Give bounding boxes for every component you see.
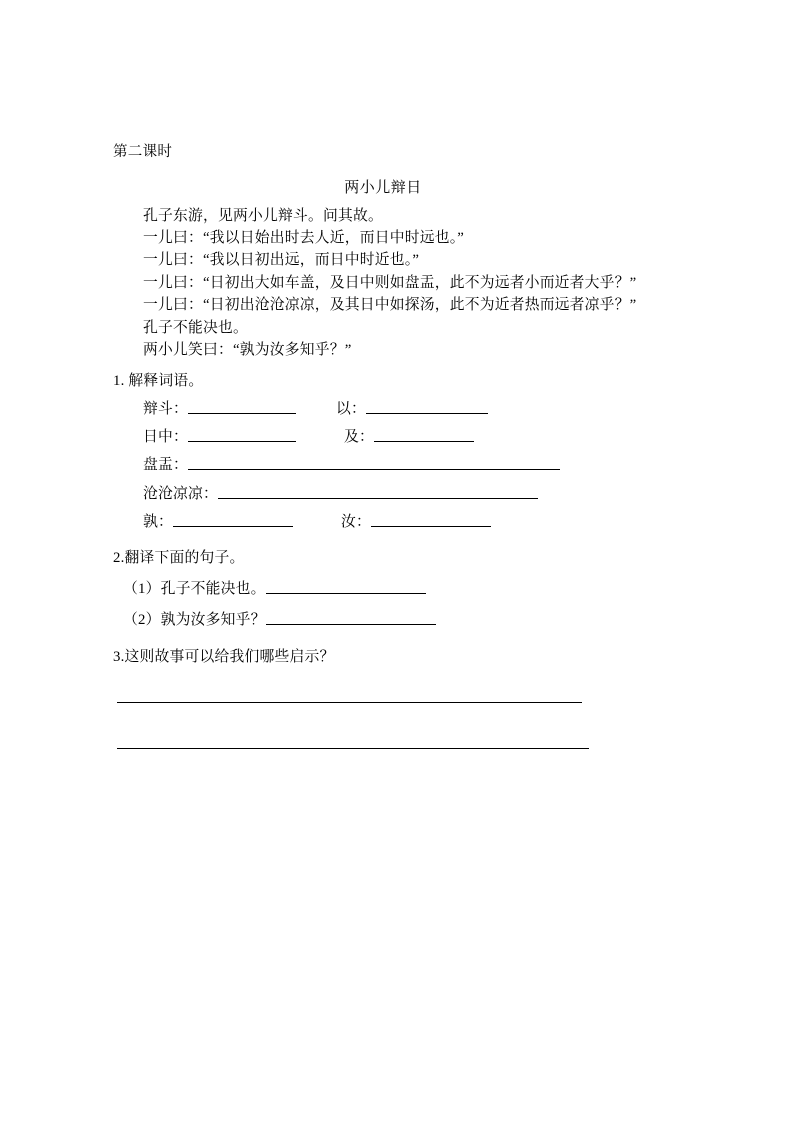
sentence-label: （2）孰为汝多知乎？ [123, 612, 266, 629]
term-label: 辩斗： [143, 401, 188, 418]
passage-line: 一儿曰：“我以日初出远，而日中时近也。” [143, 252, 420, 269]
answer-row [113, 454, 683, 476]
term-label: 以： [336, 401, 366, 418]
answer-blank[interactable] [188, 426, 296, 442]
passage-line: 孔子不能决也。 [143, 319, 248, 336]
term-label: 盘盂： [143, 457, 188, 474]
answer-blank[interactable] [366, 398, 488, 414]
question-3-number: 3. [113, 648, 125, 665]
question-2-text: 翻译下面的句子。 [124, 550, 245, 567]
document-title: 两小儿辩日 [344, 179, 422, 196]
answer-blank[interactable] [188, 454, 560, 470]
answer-blank[interactable] [266, 609, 436, 625]
document-body [113, 145, 683, 755]
term-label: 日中： [143, 429, 188, 446]
answer-row [113, 511, 683, 533]
question-2-heading [113, 547, 683, 569]
answer-row [113, 398, 683, 420]
answer-blank[interactable] [371, 511, 491, 527]
passage-line: 一儿曰：“日初出沧沧凉凉，及其日中如探汤，此不为近者热而远者凉乎？” [143, 297, 637, 314]
passage-line: 两小儿笑曰：“孰为汝多知乎？” [143, 342, 352, 359]
term-label: 沧沧凉凉： [143, 485, 218, 502]
passage-line: 孔子东游，见两小儿辩斗。问其故。 [143, 207, 383, 224]
answer-row [113, 426, 683, 448]
term-label: 孰： [143, 513, 173, 530]
answer-line [113, 687, 683, 709]
answer-blank[interactable] [117, 688, 582, 703]
lesson-label: 第二课时 [113, 144, 173, 160]
question-1-text: 解释词语。 [128, 372, 204, 389]
answer-blank[interactable] [374, 426, 474, 442]
question-1-heading [113, 370, 683, 392]
answer-blank[interactable] [188, 398, 296, 414]
passage-line: 一儿曰：“我以日始出时去人近，而日中时远也。” [143, 229, 465, 246]
sentence-label: （1）孔子不能决也。 [123, 581, 266, 598]
term-label: 汝： [341, 513, 371, 530]
term-label: 及： [344, 429, 374, 446]
question-3-text: 这则故事可以给我们哪些启示？ [124, 648, 335, 665]
question-1-number: 1. [113, 372, 125, 389]
answer-blank[interactable] [266, 578, 426, 594]
passage-line: 一儿曰：“日初出大如车盖，及日中则如盘盂，此不为远者小而近者大乎？” [143, 274, 637, 291]
answer-blank[interactable] [117, 733, 589, 749]
translate-item [113, 609, 683, 631]
question-3-heading [113, 646, 683, 668]
answer-blank[interactable] [218, 483, 538, 499]
question-2-number: 2. [113, 550, 125, 567]
translate-item [113, 578, 683, 600]
answer-row [113, 483, 683, 505]
answer-line [113, 733, 683, 755]
answer-blank[interactable] [173, 511, 293, 527]
